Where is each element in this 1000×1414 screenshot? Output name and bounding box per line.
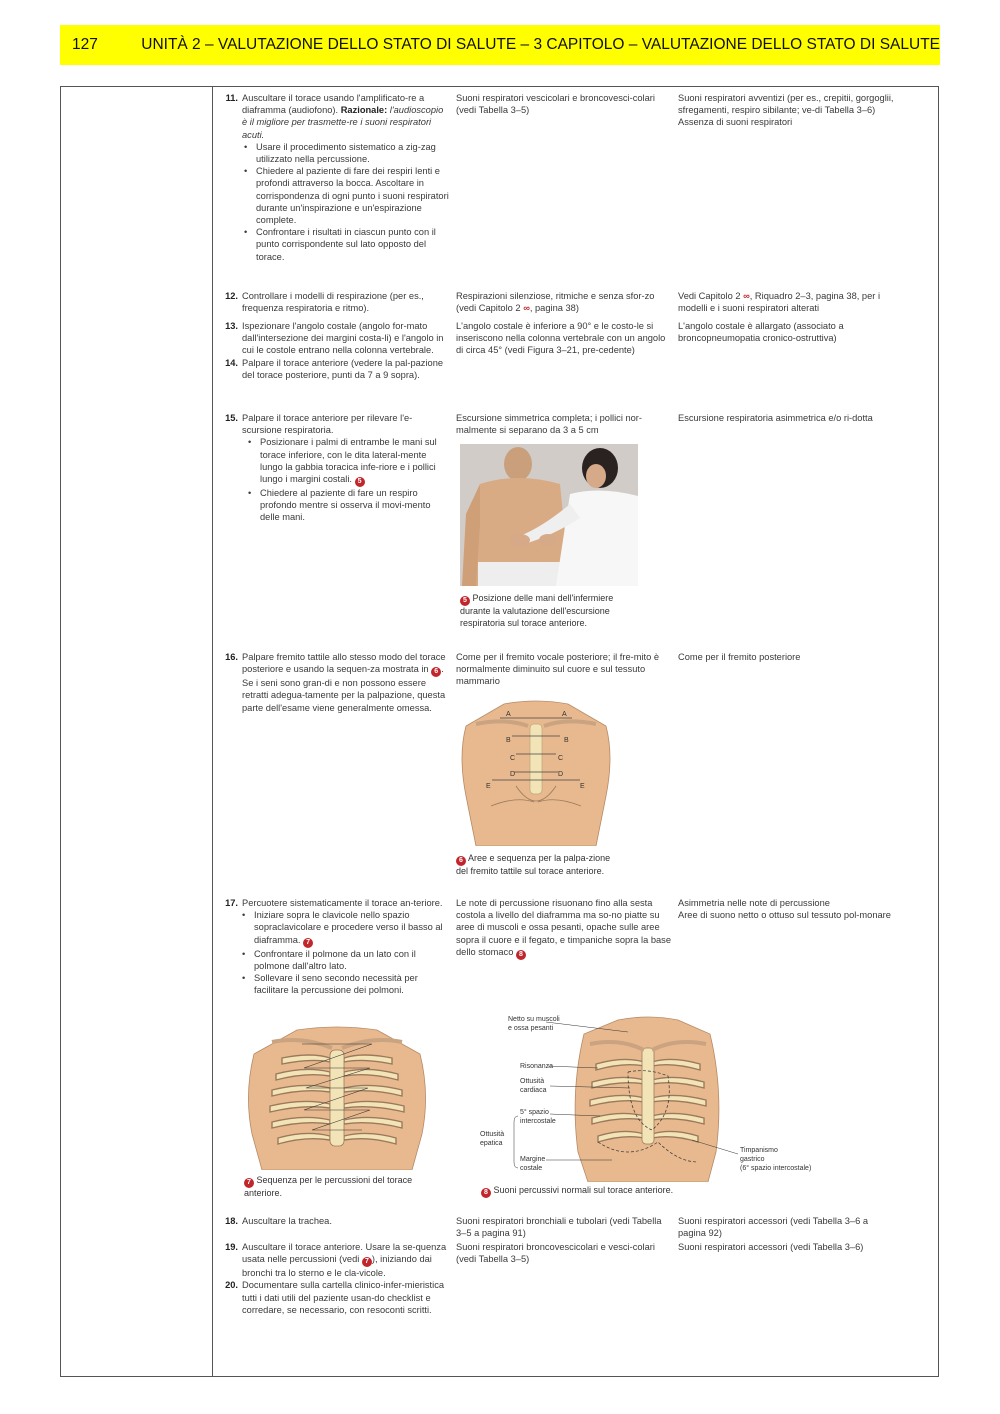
link-icon: ∞ (523, 303, 530, 314)
step-16-normal: Come per il fremito vocale posteriore; il fre-mito è normalmente diminuito sul cuore e sul tessuto mammario (456, 652, 660, 687)
step-number: 16. (225, 652, 238, 662)
step-18-abnormal: Suoni respiratori accessori (vedi Tabella 3–6 a pagina 92) (678, 1216, 869, 1239)
step-number: 19. (225, 1242, 238, 1252)
svg-text:5° spazio: 5° spazio (520, 1109, 549, 1116)
page-header (60, 25, 940, 65)
figure-marker: 8 (481, 1188, 491, 1198)
step-17-abnormal: Asimmetria nelle note di percussione Aree di suono netto o ottuso sul tessuto pol-monare (678, 898, 891, 921)
step-number: 13. (225, 321, 238, 331)
step-19-abnormal: Suoni respiratori accessori (vedi Tabella 3–6) (678, 1242, 864, 1252)
letter-d: D (510, 771, 516, 778)
step-number: 18. (225, 1216, 238, 1226)
svg-text:e ossa pesanti: e ossa pesanti (508, 1025, 554, 1032)
svg-text:Margine: Margine (520, 1156, 546, 1163)
svg-text:Ottusità: Ottusità (480, 1131, 505, 1138)
rationale-label: Razionale: (340, 105, 388, 116)
svg-text:Risonanza: Risonanza (520, 1063, 554, 1070)
letter-a: A (562, 711, 567, 718)
step-15-normal: Escursione simmetrica completa; i pollici nor-malmente si separano da 3 a 5 cm (456, 413, 642, 436)
step-18-normal: Suoni respiratori bronchiali e tubolari (vedi Tabella 3–5 a pagina 91) (456, 1216, 662, 1239)
step-17: 17. Percuotere sistematicamente il torace an-teriore. • Iniziare sopra le clavicole nello spazio sopraclavicolare e procedere verso il basso al diaframma. 7 • Confrontare il polmone da un lato con il polmone dall'altro lato. • Sollevare il seno secondo necessità per facilitare la percussione dei polmoni. (222, 897, 450, 996)
step-19-normal: Suoni respiratori broncovescicolari e vesci-colari (vedi Tabella 3–5) (456, 1242, 655, 1265)
letter-c: C (558, 755, 564, 762)
step-12-normal: Respirazioni silenziose, ritmiche e senza sfor-zo (vedi Capitolo 2 ∞, pagina 38) (456, 291, 655, 314)
figure-marker: 5 (460, 596, 470, 606)
figure-5-photo (460, 444, 638, 586)
letter-d: D (558, 771, 564, 778)
svg-text:cardiaca: cardiaca (520, 1087, 547, 1094)
letter-b: B (506, 737, 511, 744)
step-number: 17. (225, 898, 238, 908)
link-icon: ∞ (743, 291, 750, 301)
svg-text:Timpanismo: Timpanismo (740, 1147, 778, 1154)
list-item: • Sollevare il seno secondo necessità per facilitare la percussione dei polmoni. (254, 972, 450, 996)
list-item: • Confrontare i risultati in ciascun punto con il punto corrispondente sul lato opposto del torace. (256, 226, 450, 263)
letter-b: B (564, 737, 569, 744)
svg-text:Netto su muscoli: Netto su muscoli (508, 1016, 560, 1023)
figure-marker: 6 (431, 667, 441, 677)
figure-6-caption: 6 Aree e sequenza per la palpa-zione del fremito tattile sul torace anteriore. (456, 853, 611, 876)
figure-7-diagram (242, 1024, 432, 1170)
step-number: 14. (225, 357, 238, 368)
step-15-abnormal: Escursione respiratoria asimmetrica e/o ri-dotta (678, 413, 873, 423)
step-11: 11. Auscultare il torace usando l'amplificato-re a diaframma (audiofono). Razionale: l'audioscopio è il migliore per trasmette-re i suoni respiratori acuti. • Usare il procedimento sistematico a zig-zag utilizzato nella percussione. • Chiedere al paziente di fare dei respiri lenti e profondi attraverso la bocca. Ascoltare in corrispondenza di ogni punto i suoni respiratori durante un'inspirazione e un'espirazione complete. • Confrontare i risultati in ciascun punto con il punto corrispondente sul lato opposto del torace. (222, 92, 450, 263)
letter-e: E (580, 783, 585, 790)
bullet-list (222, 141, 450, 263)
figure-marker: 7 (244, 1178, 254, 1188)
step-12-abnormal: Vedi Capitolo 2 ∞, Riquadro 2–3, pagina 38, per i modelli e i suoni respiratori alterati (678, 291, 881, 314)
step-11-normal: Suoni respiratori vescicolari e broncovesci-colari (vedi Tabella 3–5) (456, 93, 655, 116)
figure-marker: 7 (362, 1257, 372, 1267)
step-18: 18. Auscultare la trachea. (222, 1215, 450, 1227)
step-17-normal: Le note di percussione risuonano fino alla sesta costola a livello del diaframma ma so-no piatte su aree di muscoli e ossa pesanti, opache sulle aree sopra il cuore e il fegato, e timpaniche sopra la base dello stomaco 8 (456, 898, 671, 958)
figure-marker: 6 (456, 856, 466, 866)
step-13-normal: L'angolo costale è inferiore a 90° e le costo-le si inseriscono nella colonna vertebrale con un angolo di circa 45° (vedi Figura 3–21, pre-cedente) (456, 321, 666, 356)
page-number: 127 (72, 36, 98, 53)
step-number: 11. (225, 93, 238, 103)
svg-text:intercostale: intercostale (520, 1118, 556, 1125)
bullet-list (222, 909, 450, 996)
bullet-list (222, 436, 450, 523)
step-13-abnormal: L'angolo costale è allargato (associato a broncopneumopatia cronico-ostruttiva) (678, 321, 844, 344)
list-item: • Chiedere al paziente di fare un respiro profondo mentre si osserva il movi-mento delle mani. (260, 487, 450, 524)
figure-8-caption: 8 Suoni percussivi normali sul torace anteriore. (481, 1185, 781, 1198)
figure-marker: 7 (303, 938, 313, 948)
letter-c: C (510, 755, 516, 762)
step-16: 16. Palpare fremito tattile allo stesso modo del torace posteriore e usando la sequen-za mostrata in 6 . Se i seni sono gran-di e non possono essere retratti adegua-tamente per la palpazione, questa parte dell'esame viene generalmente omessa. (222, 651, 450, 714)
letter-e: E (486, 783, 491, 790)
header-title: UNITÀ 2 – VALUTAZIONE DELLO STATO DI SALUTE – 3 CAPITOLO – VALUTAZIONE DELLO STATO DI SALUTE (141, 36, 940, 53)
svg-text:(6° spazio intercostale): (6° spazio intercostale) (740, 1165, 812, 1172)
figure-marker: 8 (516, 950, 526, 960)
table-column-divider (212, 86, 213, 1377)
list-item: • Posizionare i palmi di entrambe le mani sul torace inferiore, con le dita lateral-mente lungo la gabbia toracica infe-riore e i pollici lungo i margini costali. 5 (260, 436, 450, 487)
step-11-abnormal: Suoni respiratori avventizi (per es., crepitii, gorgoglii, sfregamenti, respiro sibilante; ve-di Tabella 3–6) Assenza di suoni respiratori (678, 93, 894, 128)
figure-8-diagram (478, 1012, 840, 1182)
figure-7-caption: 7 Sequenza per le percussioni del torace anteriore. (244, 1175, 413, 1198)
svg-text:Ottusità: Ottusità (520, 1078, 545, 1085)
list-item: • Chiedere al paziente di fare dei respiri lenti e profondi attraverso la bocca. Ascoltare in corrispondenza di ogni punto i suoni respiratori durante un'inspirazione e un'espirazione complete. (256, 165, 450, 226)
letter-a: A (506, 711, 511, 718)
figure-6-diagram (456, 696, 616, 846)
step-number: 12. (225, 291, 238, 301)
step-12: 12. Controllare i modelli di respirazione (per es., frequenza respiratoria e ritmo). (222, 290, 450, 314)
svg-text:epatica: epatica (480, 1140, 503, 1147)
figure-marker: 5 (355, 477, 365, 487)
step-15: 15. Palpare il torace anteriore per rilevare l'e-scursione respiratoria. • Posizionare i palmi di entrambe le mani sul torace inferiore, con le dita lateral-mente lungo la gabbia toracica infe-riore e i pollici lungo i margini costali. 5 • Chiedere al paziente di fare un respiro profondo mentre si osserva il movi-mento delle mani. (222, 412, 450, 524)
step-16-abnormal: Come per il fremito posteriore (678, 652, 801, 662)
list-item: • Confrontare il polmone da un lato con il polmone dall'altro lato. (254, 948, 450, 972)
list-item: • Usare il procedimento sistematico a zig-zag utilizzato nella percussione. (256, 141, 450, 165)
figure-5-caption: 5 Posizione delle mani dell'infermiere durante la valutazione dell'escursione respiratoria sul torace anteriore. (460, 593, 614, 628)
svg-text:costale: costale (520, 1165, 543, 1172)
step-number: 20. (225, 1280, 238, 1291)
svg-text:gastrico: gastrico (740, 1156, 765, 1163)
list-item: • Iniziare sopra le clavicole nello spazio sopraclavicolare e procedere verso il basso al diaframma. 7 (254, 909, 450, 947)
step-19: 19. Auscultare il torace anteriore. Usare la se-quenza usata nelle percussioni (vedi 7 ), iniziando dai bronchi tra lo sterno e le cla-vicole. 20. Documentare sulla cartella clinico-infer-mieristica tutti i dati utili del paziente usan-do checklist e corredare, se necessario, con resoconti scritti. (222, 1241, 450, 1316)
step-number: 15. (225, 413, 238, 423)
step-13: 13. Ispezionare l'angolo costale (angolo for-mato dall'intersezione dei margini costa-li) e l'angolo in cui le costole entrano nella colonna vertebrale. 14. Palpare il torace anteriore (vedere la pal-pazione del torace posteriore, punti da 7 a 9 sopra). (222, 320, 450, 381)
